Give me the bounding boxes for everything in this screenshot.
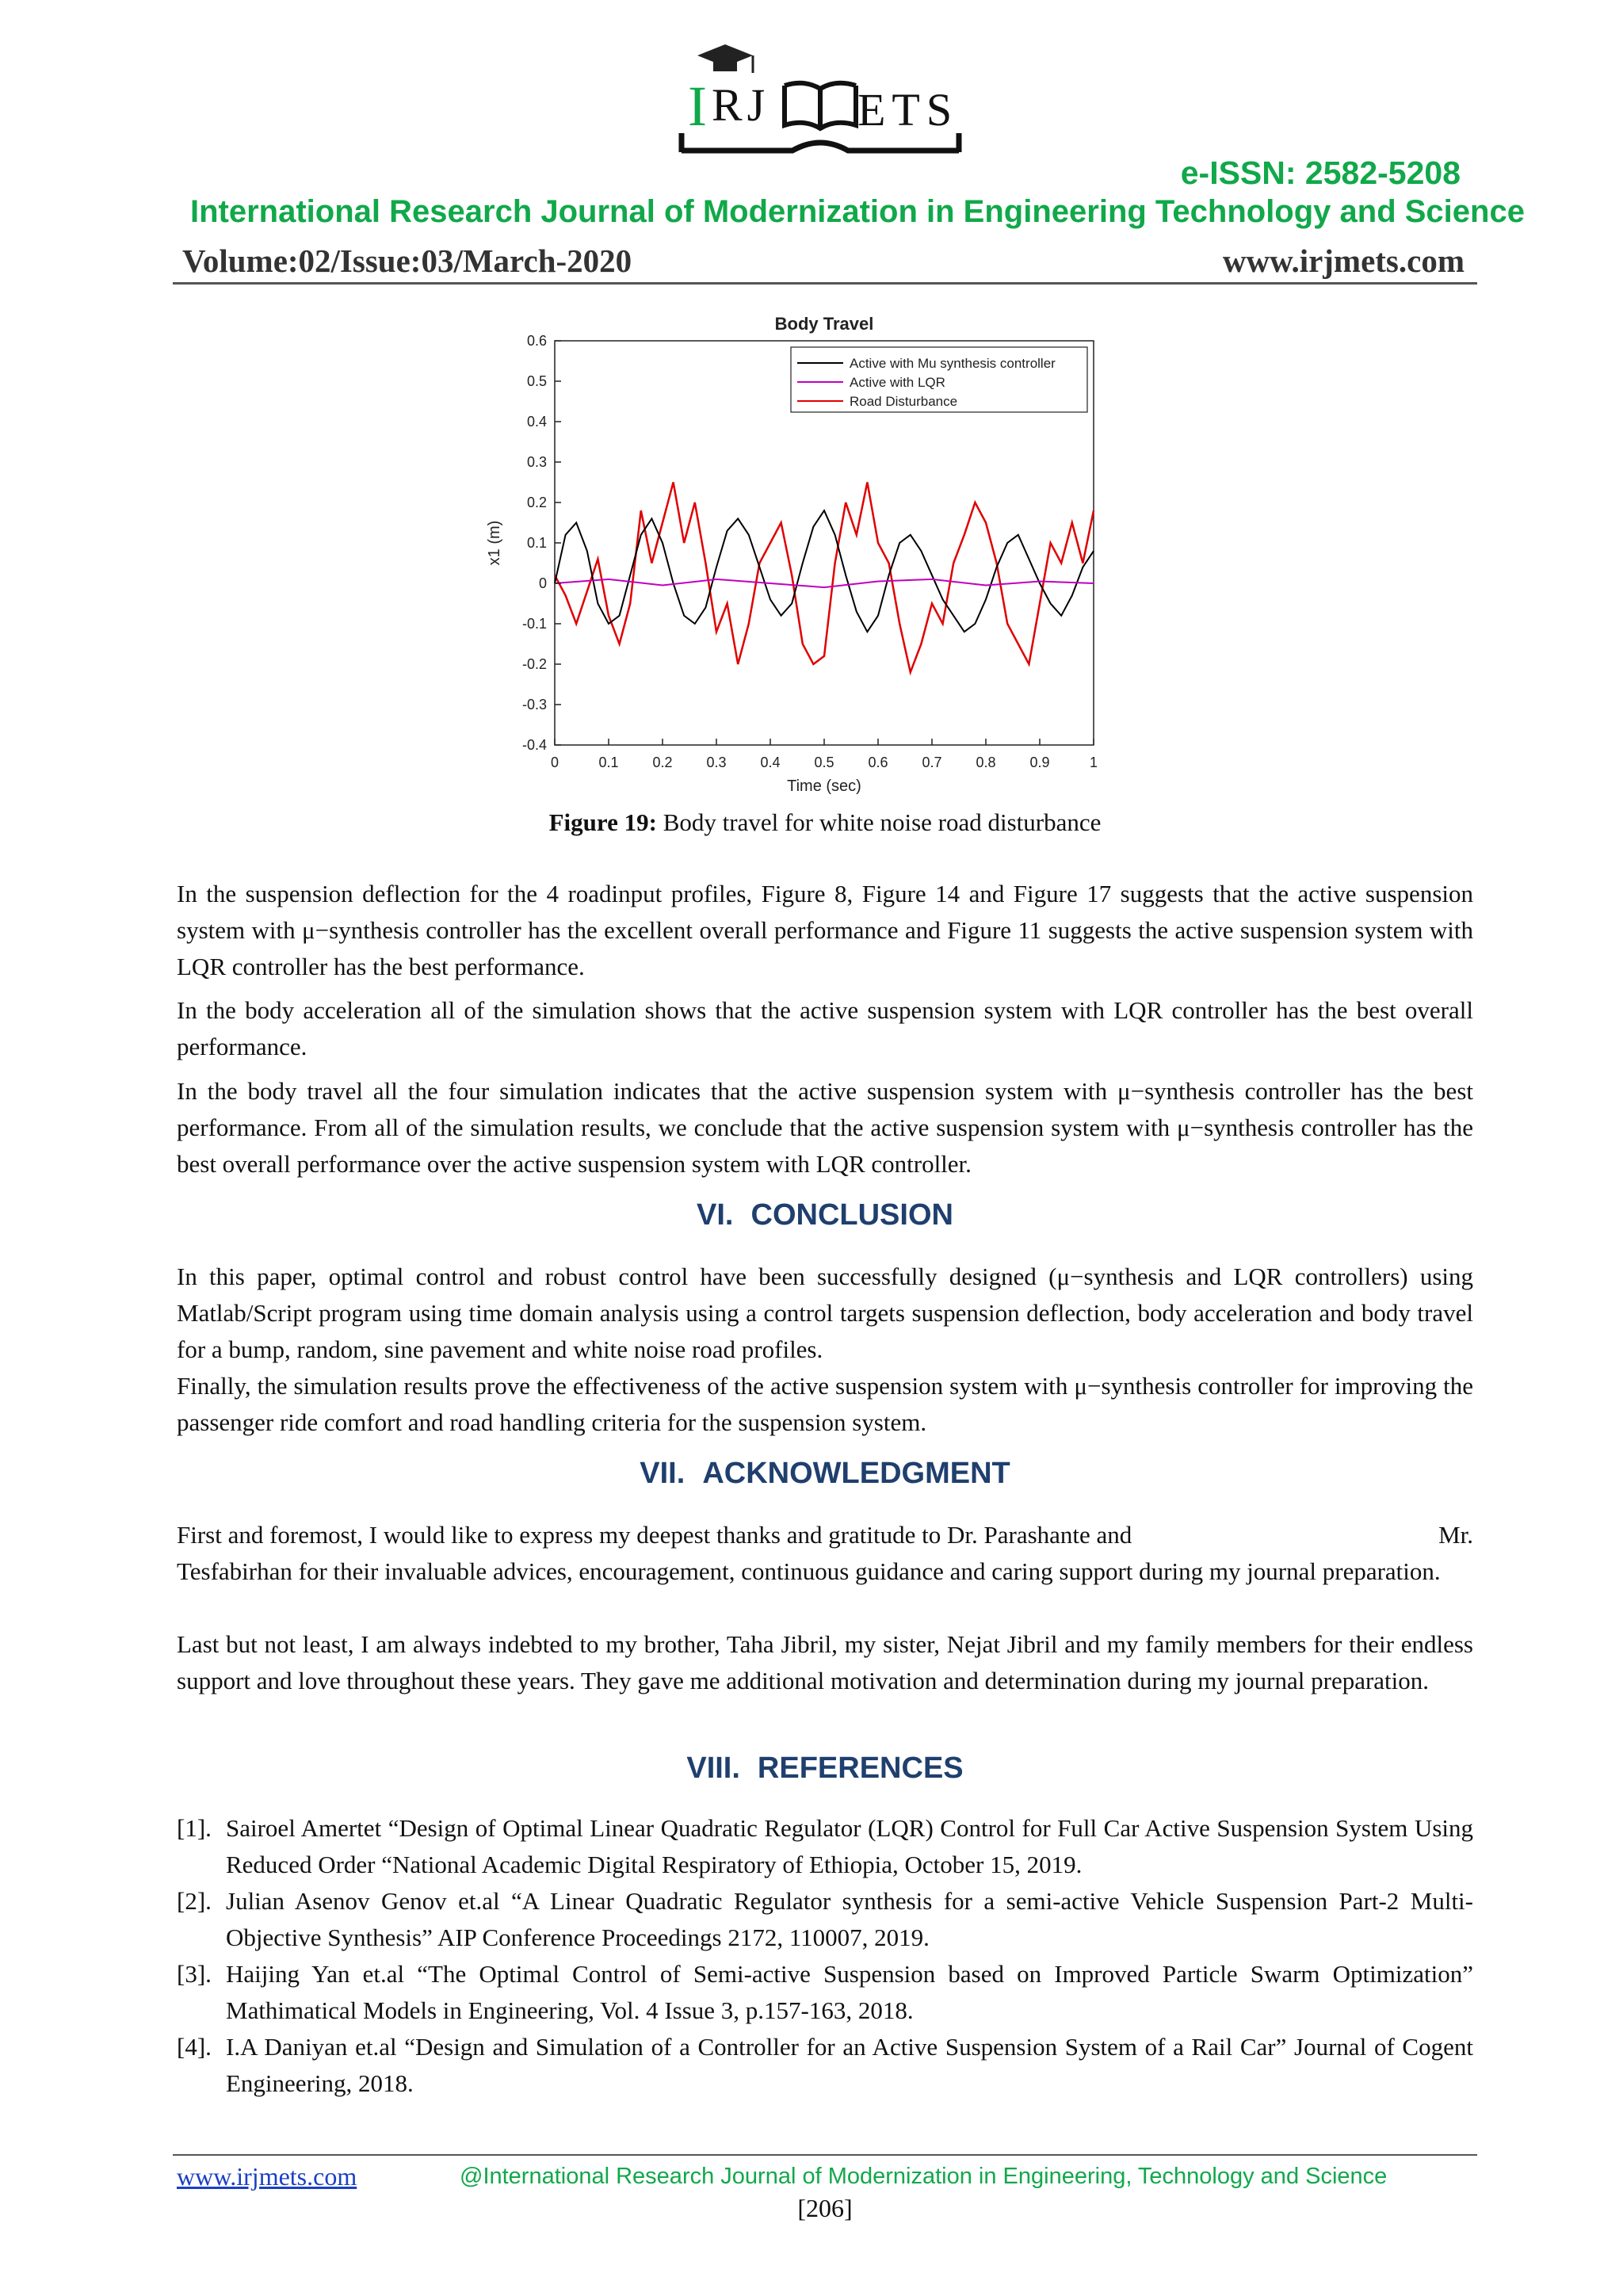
logo-letters-rj: RJ (712, 79, 770, 131)
x-tick-label: 0 (550, 755, 559, 770)
journal-logo (650, 32, 967, 182)
section-heading-conclusion (173, 1198, 1477, 1232)
y-tick-label: -0.3 (521, 697, 547, 712)
section-title: REFERENCES (757, 1752, 964, 1785)
section-title: ACKNOWLEDGMENT (702, 1457, 1010, 1490)
reference-text: I.A Daniyan et.al “Design and Simulation of a Controller for an Active Suspension System of a Rail Car” Journal of Cogent Engineering, 2018. (226, 2033, 1473, 2097)
section-title: CONCLUSION (750, 1198, 953, 1232)
figure-caption-text: Body travel for white noise road disturbance (656, 808, 1102, 836)
legend-entry: Active with Mu synthesis controller (850, 356, 1056, 371)
reference-text: Haijing Yan et.al “The Optimal Control of Semi-active Suspension based on Improved Particle Swarm Optimization” Mathimatical Models in Engineering, Vol. 4 Issue 3, p.157-163, 2018. (226, 1960, 1473, 2024)
reference-item (177, 2029, 1473, 2102)
logo-letters-ets: ETS (857, 84, 959, 136)
acknowledgment-paragraph-2: Last but not least, I am always indebted to my brother, Taha Jibril, my sister, Nejat Jibril and my family members for their endless support and love throughout these years. They gave me additional motivation and determination during my journal preparation. (177, 1630, 1473, 1694)
y-tick-label: -0.4 (521, 737, 547, 753)
x-axis-label: Time (sec) (787, 777, 861, 795)
y-tick-label: 0.5 (526, 373, 547, 389)
x-tick-label: 1 (1089, 755, 1098, 770)
page-number: [206] (797, 2194, 853, 2222)
series-line-mu-synthesis (555, 510, 1094, 632)
x-tick-label: 0.2 (652, 755, 673, 770)
reference-number: [2]. (177, 1887, 212, 1915)
results-paragraph-3: In the body travel all the four simulation indicates that the active suspension system with μ−synthesis controller has the best performance. From all of the simulation results, we conclude that the active suspension system with μ−synthesis controller has the best overall performance over the active suspension system with LQR controller. (177, 1077, 1473, 1178)
y-tick-label: 0 (538, 575, 547, 591)
y-axis-label: x1 (m) (486, 520, 503, 566)
section-number: VII. (640, 1457, 685, 1490)
acknowledgment-paragraph-1 (177, 1517, 1473, 1590)
ack-line-rest: Tesfabirhan for their invaluable advices, encouragement, continuous guidance and caring support during my journal preparation. (177, 1557, 1441, 1585)
x-tick-label: 0.6 (868, 755, 888, 770)
y-tick-label: -0.1 (521, 616, 547, 632)
open-book-icon (785, 83, 856, 128)
issn: e-ISSN: 2582-5208 (1180, 155, 1461, 191)
figure-caption-label: Figure 19: (548, 808, 657, 836)
x-tick-label: 0.4 (760, 755, 781, 770)
y-tick-label: 0.2 (526, 495, 547, 510)
conclusion-paragraph-2: Finally, the simulation results prove the effectiveness of the active suspension system with μ−synthesis controller for improving the passenger ride comfort and road handling criteria for the suspension system. (177, 1372, 1473, 1436)
figure-caption (173, 808, 1477, 837)
x-tick-label: 0.9 (1029, 755, 1050, 770)
journal-title: International Research Journal of Modernization in Engineering Technology and Science (190, 194, 1525, 229)
footer-website-link[interactable]: www.irjmets.com (177, 2162, 357, 2191)
section-number: VI. (697, 1198, 734, 1232)
x-tick-label: 0.3 (706, 755, 727, 770)
logo-letter-i: I (688, 74, 707, 138)
body-travel-chart (475, 301, 1125, 808)
y-tick-label: -0.2 (521, 656, 547, 672)
ack-line-1-end: Mr. (1438, 1521, 1473, 1549)
y-tick-label: 0.3 (526, 454, 547, 470)
reference-number: [1]. (177, 1814, 212, 1842)
x-tick-label: 0.1 (598, 755, 619, 770)
reference-text: Julian Asenov Genov et.al “A Linear Quadratic Regulator synthesis for a semi-active Vehicle Suspension Part-2 Multi-Objective Synthesis” AIP Conference Proceedings 2172, 110007, 2019. (226, 1887, 1473, 1951)
x-tick-label: 0.5 (814, 755, 834, 770)
section-heading-acknowledgment (173, 1457, 1477, 1491)
chart-legend (791, 347, 1087, 412)
legend-entry: Active with LQR (850, 375, 945, 390)
x-tick-label: 0.7 (922, 755, 942, 770)
footer-divider (173, 2154, 1477, 2156)
footer-copyright: @International Research Journal of Modernization in Engineering, Technology and Science (460, 2164, 1388, 2189)
journal-website[interactable]: www.irjmets.com (1222, 243, 1465, 279)
reference-number: [4]. (177, 2033, 212, 2061)
series-line-lqr (555, 579, 1094, 587)
y-tick-label: 0.6 (526, 333, 547, 349)
y-tick-label: 0.1 (526, 535, 547, 551)
reference-number: [3]. (177, 1960, 212, 1988)
header-divider (173, 282, 1477, 285)
reference-item (177, 1810, 1473, 1883)
section-heading-references (173, 1752, 1477, 1786)
legend-entry: Road Disturbance (850, 394, 958, 409)
reference-item (177, 1883, 1473, 1956)
reference-item (177, 1956, 1473, 2029)
x-tick-label: 0.8 (976, 755, 996, 770)
conclusion-paragraph-1: In this paper, optimal control and robust control have been successfully designed (μ−synthesis and LQR controllers) using Matlab/Script program using time domain analysis using a control targets suspension deflection, body acceleration and body travel for a bump, random, sine pavement and white noise road profiles. (177, 1263, 1473, 1363)
volume-issue: Volume:02/Issue:03/March-2020 (182, 243, 632, 279)
chart-title: Body Travel (774, 314, 874, 334)
ack-line-1: First and foremost, I would like to express my deepest thanks and gratitude to Dr. Parashante and (177, 1521, 1132, 1549)
results-paragraph-1: In the suspension deflection for the 4 roadinput profiles, Figure 8, Figure 14 and Figure 17 suggests that the active suspension system with μ−synthesis controller has the excellent overall performance and Figure 11 suggests the active suspension system with LQR controller has the best performance. (177, 880, 1473, 980)
y-tick-label: 0.4 (526, 414, 547, 430)
reference-text: Sairoel Amertet “Design of Optimal Linear Quadratic Regulator (LQR) Control for Full Car Active Suspension System Using Reduced Order “National Academic Digital Respiratory of Ethiopia, October 15, 2019. (226, 1814, 1473, 1878)
results-paragraph-2: In the body acceleration all of the simulation shows that the active suspension system with LQR controller has the best overall performance. (177, 996, 1473, 1060)
section-number: VIII. (686, 1752, 740, 1785)
